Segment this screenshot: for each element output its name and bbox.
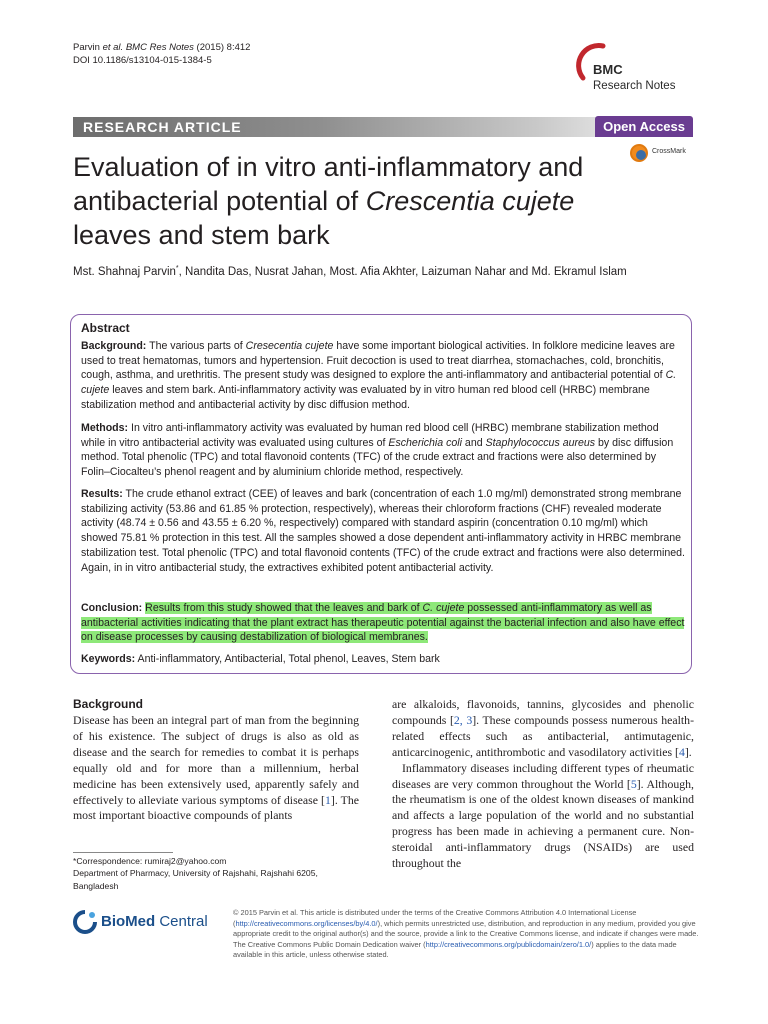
citation [73, 41, 250, 67]
abstract-text: The crude ethanol extract (CEE) of leaves and bark (concentration of each 1.0 mg/ml) demonstrated strong membrane stabilizing activity (53.86 and 61.85 % protection, respectively), whereas their chloroform fractions (CHF) revealed moderate activity (48.74 ± 0.56 and 43.55 ± 6.20 %, respectively) compared with standard aspirin (concentration 0.10 mg/ml) which showed 75.81 % protection in this test. All the samples showed a dose dependent anti-inflammatory activity in HRBC membrane stabilization test. Total phenolic (TPC) and total flavonoid contents (TFC) of the crude extract and fractions were also determined. Again, in in vitro antibacterial study, the extractives exhibited potent antibacterial activity. [81, 488, 685, 574]
publisher-name [101, 913, 208, 930]
citation-doi[interactable]: DOI 10.1186/s13104-015-1384-5 [73, 55, 212, 66]
public-domain-link[interactable]: http://creativecommons.org/publicdomain/zero/1.0/ [425, 939, 592, 949]
species-name: Cresecentia cujete [245, 340, 334, 352]
background-label: Background: [81, 340, 147, 352]
body-text: Disease has been an integral part of man from the beginning of his existence. The subject of drugs is also as old as disease and the search for remedies to combat it is perhaps equally old and for more than a millennium, herbal medicine has been extensively used, apparently safely and effectively to alleviate various symptoms of disease [ [73, 713, 359, 807]
body-text: Inflammatory diseases including different types of rheumatic diseases are very common throughout the World [ [392, 760, 694, 791]
abstract-heading: Abstract [81, 321, 130, 335]
author-list: , Nandita Das, Nusrat Jahan, Most. Afia Akhter, Laizuman Nahar and Md. Ekramul Islam [178, 265, 627, 278]
reference-link[interactable]: 2, 3 [453, 712, 473, 727]
body-text: ]. The most important bioactive compounds of plants [73, 792, 359, 823]
species-name: C. cujete [422, 602, 465, 614]
abstract-keywords [81, 652, 685, 667]
article-title [73, 150, 633, 252]
keywords-label: Keywords: [81, 653, 136, 665]
license-notice [233, 908, 703, 961]
abstract-text: leaves and stem bark. Anti-inflammatory activity was evaluated by in vitro human red blood cell (HRBC) membrane stabilization method and antibacterial activity by disc diffusion method. [81, 384, 650, 411]
citation-volume: (2015) 8:412 [193, 42, 251, 53]
organism-name: Escherichia coli [388, 436, 462, 449]
abstract-conclusion [81, 601, 685, 645]
methods-label: Methods: [81, 422, 129, 434]
biomed-central-logo[interactable] [73, 908, 223, 938]
license-text: ), which permits unrestricted use, distribution, and reproduction in any medium, provided you give appropriate credit to the original author(s) and the source, provide a link to the Creative Commons license, and indicate if changes were made. The Creative Commons Public Domain Dedication waiver ( [233, 918, 699, 949]
author-corresponding[interactable]: Mst. Shahnaj Parvin [73, 265, 176, 278]
title-species: Crescentia cujete [365, 186, 575, 216]
body-left-column [73, 713, 359, 824]
footnote [73, 855, 363, 892]
journal-brand: BMC [593, 62, 623, 77]
crossmark-label: CrossMark [652, 148, 686, 155]
body-text: are alkaloids, flavonoids, tannins, glycosides and phenolic compounds [ [392, 697, 694, 727]
journal-name: Research Notes [593, 80, 676, 92]
citation-authors: Parvin [73, 42, 103, 53]
reference-link[interactable]: 5 [630, 776, 637, 791]
abstract-text: and [461, 436, 486, 449]
body-text: ]. These compounds possess numerous health-related effects such as antibacterial, antimutagenic, anticarcinogenic, antithrombotic and vasodilatory activities [ [392, 712, 694, 759]
article-banner [73, 117, 693, 137]
organism-name: Staphylococcus aureus [485, 436, 596, 449]
keywords-text: Anti-inflammatory, Antibacterial, Total phenol, Leaves, Stem bark [135, 653, 440, 665]
body-right-column [392, 697, 694, 872]
abstract-text: possessed anti-inflammatory as well as antibacterial activities indicating that the plant extract has therapeutic potential against the bacterial infection and also have effect on disease processes by causing destabilization of biological membranes. [81, 602, 685, 644]
abstract-text: In vitro anti-inflammatory activity was evaluated by human red blood cell (HRBC) membrane stabilization method while in vitro antibacterial activity was evaluated using cultures of [81, 422, 659, 449]
footnote-rule [73, 852, 173, 853]
conclusion-label: Conclusion: [81, 602, 143, 614]
publisher-brand-rest: Central [155, 913, 208, 930]
article-type: RESEARCH ARTICLE [83, 119, 242, 135]
abstract-text: have some important biological activities. In folklore medicine leaves are used to treat hematomas, tumors and hypertension. Fruit decoction is used to treat diarrhea, stomachaches, cold, bronchitis, cough, asthma, and urethritis. The present study was designed to explore the anti-inflammatory and antibacterial potential of [81, 340, 675, 382]
results-label: Results: [81, 488, 123, 500]
abstract-text: Results from this study showed that the leaves and bark of [145, 602, 423, 614]
citation-journal: et al. BMC Res Notes [102, 42, 194, 53]
abstract-background [81, 339, 685, 413]
publisher-brand: BioMed [101, 913, 156, 930]
body-text: ]. Although, the rheumatism is one of the oldest known diseases of mankind and affects a large population of the world and no substantial progress has been made in achieving a permanent cure. Non-steroidal anti-inflammatory drugs (NSAIDs) are used throughout the [392, 776, 694, 871]
species-name: C. cujete [81, 369, 677, 397]
title-text-end: leaves and stem bark [73, 220, 330, 250]
correspondence-email[interactable]: *Correspondence: rumiraj2@yahoo.com [73, 856, 227, 866]
affiliation: Department of Pharmacy, University of Rajshahi, Rajshahi 6205, Bangladesh [73, 868, 318, 891]
reference-link[interactable]: 1 [325, 792, 331, 807]
abstract-text: by disc diffusion method. Total phenolic (TPC) and total flavonoid contents (TFC) of the crude extract and fractions were also determined by Folin–Ciocalteu’s phenol reagent and by aluminium chloride method, respectively. [81, 436, 674, 479]
highlighted-conclusion[interactable] [81, 602, 684, 643]
open-access-badge[interactable]: Open Access [595, 116, 693, 137]
bmc-research-notes-logo[interactable] [575, 42, 705, 98]
section-heading-background: Background [73, 697, 144, 711]
license-text: © 2015 Parvin et al. This article is distributed under the terms of the Creative Commons Attribution 4.0 International License ( [233, 908, 637, 928]
biomed-logo-icon [73, 910, 97, 934]
authors [73, 265, 703, 278]
abstract-methods [81, 421, 685, 480]
corresponding-mark: * [175, 265, 179, 272]
title-text: Evaluation of in vitro anti-inflammatory and antibacterial potential of [73, 152, 584, 216]
license-text: ) applies to the data made available in this article, unless otherwise stated. [233, 939, 677, 960]
abstract-text: The various parts of [146, 340, 246, 352]
crossmark-button[interactable] [630, 144, 700, 164]
body-text: ]. [684, 744, 692, 759]
reference-link[interactable]: 4 [678, 744, 685, 759]
abstract-results [81, 487, 685, 575]
license-link[interactable]: http://creativecommons.org/licenses/by/4.0/ [235, 918, 378, 928]
